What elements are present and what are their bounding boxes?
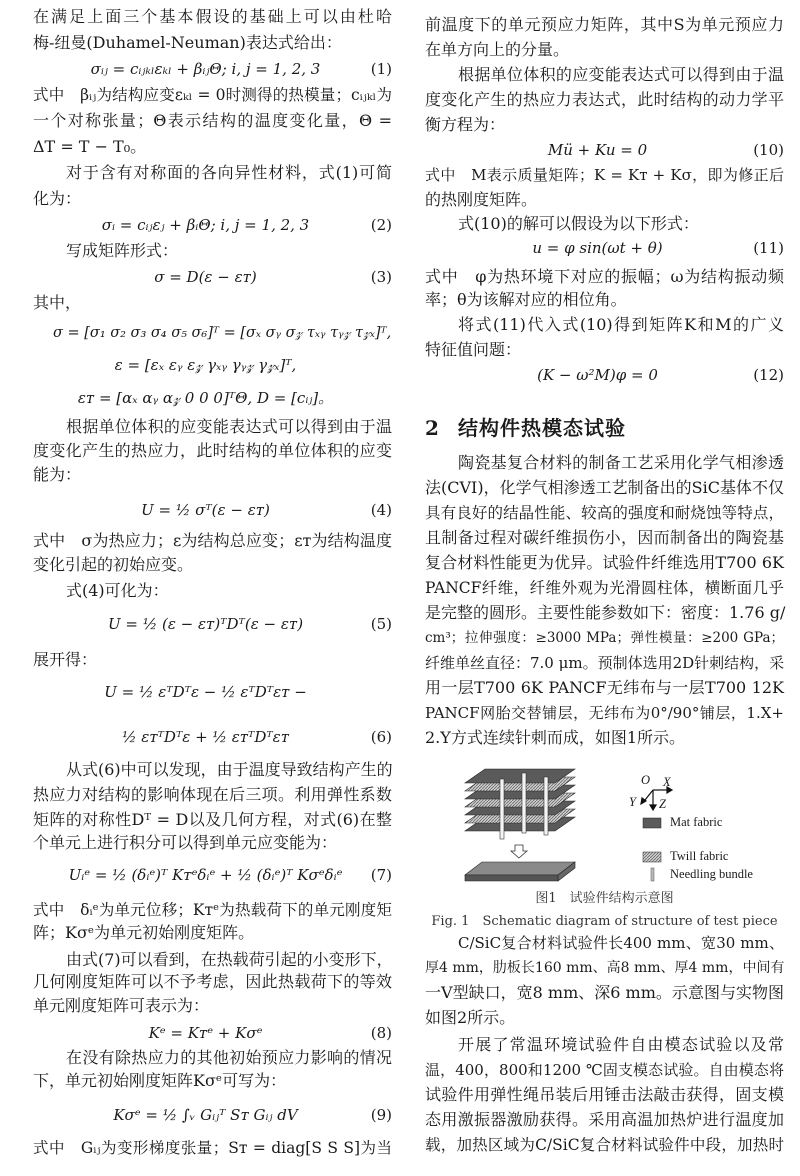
text-line: 温，400，800和1200 ℃固支模态试验。自由模态将 — [425, 1061, 784, 1079]
text-line: 下，单元初始刚度矩阵Kσᵉ可写为： — [33, 1071, 287, 1090]
equation-body: Kᵉ = Kᴛᵉ + Kσᵉ — [148, 1024, 263, 1042]
equation — [425, 236, 784, 260]
text-line: 式中 M表示质量矩阵；K = Kᴛ + Kσ，即为修正后 — [425, 166, 784, 184]
text-line: 如图2所示。 — [425, 1008, 516, 1027]
equation-body: σ = D(ε − εᴛ) — [154, 268, 257, 286]
equation — [33, 1021, 392, 1045]
equation — [33, 213, 392, 237]
text-line: 根据单位体积的应变能表达式可以得到由于温 — [66, 417, 392, 436]
text-line: 陶瓷基复合材料的制备工艺采用化学气相渗透 — [458, 453, 784, 472]
axes-icon — [641, 787, 672, 810]
equation — [33, 321, 392, 345]
text-line: 具有良好的结晶性能、较高的强度和耐烧蚀等特点， — [425, 504, 784, 522]
text-line: 开展了常温环境试验件自由模态试验以及常 — [458, 1035, 784, 1054]
equation — [33, 1103, 392, 1127]
equation-body: Kσᵉ = ½ ∫ᵥ Gᵢⱼᵀ Sᴛ Gᵢⱼ dV — [113, 1106, 298, 1124]
text-line: C/SiC复合材料试验件长400 mm、宽30 mm、 — [458, 934, 784, 952]
text-line: 式中 σ为热应力；ε为结构总应变；εᴛ为结构温度 — [33, 531, 392, 550]
equation-body: ε = [εₓ εᵧ ε𝓏 γₓᵧ γᵧ𝓏 γ𝓏ₓ]ᵀ, — [114, 356, 297, 374]
equation — [33, 386, 392, 410]
text-line: 度变化产生的热应力表达式，此时结构的动力学平 — [425, 90, 784, 109]
text-line: 几何刚度矩阵可以不予考虑，因此热载荷下的等效 — [33, 972, 392, 991]
text-line: 对于含有对称面的各向异性材料，式(1)可简 — [66, 163, 392, 182]
text-line: ΔT = T − T₀。 — [33, 137, 147, 156]
text-line: 厚4 mm，肋板长160 mm、高8 mm、厚4 mm，中间有 — [425, 960, 785, 976]
text-line: 式(10)的解可以假设为以下形式： — [458, 214, 699, 233]
needling-bundle-swatch — [651, 868, 654, 881]
equation-number: (9) — [370, 1106, 392, 1124]
text-line: 在没有除热应力的其他初始预应力影响的情况 — [66, 1048, 392, 1067]
text-line: PANCF网胎交替铺层，无纬布为0°/90°铺层，1.X+ — [425, 704, 784, 722]
equation — [33, 353, 392, 377]
equation-body: σ = [σ₁ σ₂ σ₃ σ₄ σ₅ σ₆]ᵀ = [σₓ σᵧ σ𝓏 τₓᵧ τᵧ𝓏 τ𝓏ₓ]ᵀ, — [53, 325, 392, 341]
equation-number: (11) — [753, 239, 784, 257]
text-line: 其中， — [33, 293, 82, 312]
text-line: 一个对称张量；Θ表示结构的温度变化量，Θ = — [33, 111, 392, 130]
text-line: 衡方程为： — [425, 115, 506, 134]
text-line: 热应力对结构的影响体现在后三项。利用弹性系数 — [33, 785, 392, 804]
equation-body: u = φ sin(ωt + θ) — [532, 239, 663, 257]
text-line: PANCF纤维，纤维外观为光滑圆柱体，横断面几乎 — [425, 579, 784, 597]
axis-label-x: X — [663, 775, 671, 789]
equation-number: (1) — [370, 60, 392, 78]
equation — [33, 57, 392, 81]
text-line: 式中 δᵢᵉ为单元位移；Kᴛᵉ为热载荷下的单元刚度矩 — [33, 901, 392, 919]
equation — [33, 265, 392, 289]
equation — [33, 612, 392, 636]
text-line: 式中 φ为热环境下对应的振幅；ω为结构振动频 — [425, 267, 784, 286]
section-number: 2 — [425, 416, 440, 440]
down-arrow-icon — [511, 845, 527, 858]
legend-twill-fabric: Twill fabric — [670, 849, 729, 863]
equation-body: σᵢ = cᵢⱼεⱼ + βᵢΘ; i, j = 1, 2, 3 — [101, 216, 310, 234]
equation — [425, 363, 784, 387]
equation-number: (10) — [753, 141, 784, 159]
text-line: 梅-纽曼(Duhamel-Neuman)表达式给出： — [33, 33, 342, 52]
equation — [33, 725, 392, 749]
axis-label-y: Y — [629, 795, 636, 809]
section-heading — [425, 413, 784, 443]
text-line: 且制备过程对碳纤维损伤小，因而制备出的陶瓷基 — [425, 528, 784, 547]
equation — [33, 863, 392, 887]
equation-body: U = ½ (ε − εᴛ)ᵀDᵀ(ε − εᴛ) — [107, 615, 304, 633]
plate — [465, 862, 575, 881]
equation-body: εᴛ = [αₓ αᵧ α𝓏 0 0 0]ᵀΘ, D = [cᵢⱼ]。 — [77, 389, 334, 407]
section-title: 结构件热模态试验 — [458, 416, 626, 440]
text-line: 前温度下的单元预应力矩阵，其中S为单元预应力 — [425, 15, 784, 34]
text-line: 态用激振器激励获得。采用高温加热炉进行温度加 — [425, 1110, 784, 1129]
text-line: 式中 Gᵢⱼ为变形梯度张量；Sᴛ = diag[S S S]为当 — [33, 1139, 392, 1157]
text-line: 在满足上面三个基本假设的基础上可以由杜哈 — [33, 7, 392, 26]
text-line: 一V型缺口，宽8 mm、深6 mm。示意图与实物图 — [425, 983, 784, 1002]
equation — [33, 498, 392, 522]
legend-mat-fabric: Mat fabric — [670, 815, 723, 829]
equation-body: U = ½ σᵀ(ε − εᴛ) — [141, 501, 270, 519]
layer-stack — [465, 769, 575, 831]
equation-number: (5) — [370, 615, 392, 633]
left-column — [33, 0, 392, 1176]
text-line: 复合材料性能更为优异。试验件纤维选用T700 6K — [425, 553, 784, 572]
axis-label-o: O — [641, 773, 651, 787]
text-line: 法(CVI)，化学气相渗透工艺制备出的SiC基体不仅 — [425, 478, 784, 497]
equation-number: (12) — [753, 366, 784, 384]
text-line: 能为： — [33, 465, 82, 484]
text-line: 矩阵的对称性Dᵀ = D以及几何方程，对式(6)在整 — [33, 810, 392, 829]
equation-body: σᵢⱼ = cᵢⱼₖₗεₖₗ + βᵢⱼΘ; i, j = 1, 2, 3 — [90, 60, 321, 78]
equation-body: (K − ω²M)φ = 0 — [537, 366, 658, 384]
equation-number: (6) — [370, 728, 392, 746]
text-line: 写成矩阵形式： — [66, 241, 179, 260]
equation-number: (7) — [370, 866, 392, 884]
equation-body: Mü + Ku = 0 — [547, 141, 648, 159]
figure-1 — [425, 765, 784, 935]
text-line: 用一层T700 6K PANCF无纬布与一层T700 12K — [425, 678, 784, 697]
axis-label-z: Z — [659, 797, 666, 811]
equation-number: (2) — [370, 216, 392, 234]
text-line: 的热刚度矩阵。 — [425, 190, 538, 209]
equation-body: ½ εᴛᵀDᵀε + ½ εᴛᵀDᵀεᴛ — [121, 728, 290, 746]
text-line: 度变化产生的热应力，此时结构的单位体积的应变 — [33, 441, 392, 460]
equation — [425, 138, 784, 162]
text-line: 在单方向上的分量。 — [425, 40, 570, 59]
figure-caption-cn: 图1 试验件结构示意图 — [535, 891, 674, 906]
equation-number: (8) — [370, 1024, 392, 1042]
text-line: 率；θ为该解对应的相位角。 — [425, 290, 627, 309]
text-line: cm³；拉伸强度：≥3000 MPa；弹性模量：≥200 GPa； — [425, 630, 784, 646]
equation-body: Uᵢᵉ = ½ (δᵢᵉ)ᵀ Kᴛᵉδᵢᵉ + ½ (δᵢᵉ)ᵀ Kσᵉδᵢᵉ — [68, 866, 343, 884]
right-column — [425, 0, 784, 1176]
text-line: 单元刚度矩阵可表示为： — [33, 996, 210, 1015]
text-line: 式(4)可化为： — [66, 581, 169, 600]
text-line: 试验件用弹性绳吊装后用锤击法敲击获得，固支模 — [425, 1085, 784, 1104]
equation-body: U = ½ εᵀDᵀε − ½ εᵀDᵀεᴛ − — [104, 683, 307, 701]
text-line: 展开得： — [33, 650, 98, 669]
equation — [33, 680, 392, 704]
text-line: 是完整的圆形。主要性能参数如下：密度：1.76 g/ — [425, 603, 786, 622]
legend-needling-bundle: Needling bundle — [670, 867, 753, 881]
text-line: 式中 βᵢⱼ为结构应变εₖₗ = 0时测得的热模量；cᵢⱼₖₗ为 — [33, 86, 392, 104]
text-line: 纤维单丝直径：7.0 μm。预制体选用2D针刺结构，采 — [425, 654, 785, 672]
twill-fabric-swatch — [643, 852, 661, 862]
text-line: 将式(11)代入式(10)得到矩阵K和M的广义 — [458, 315, 784, 334]
equation-number: (3) — [370, 268, 392, 286]
mat-fabric-swatch — [643, 818, 661, 828]
figure-caption-en: Fig. 1 Schematic diagram of structure of test piece — [431, 914, 778, 929]
text-line: 根据单位体积的应变能表达式可以得到由于温 — [458, 65, 784, 84]
text-line: 由式(7)可以看到，在热载荷引起的小变形下， — [66, 950, 393, 969]
text-line: 载，加热区域为C/SiC复合材料试验件中段，加热时 — [425, 1136, 784, 1154]
text-line: 阵；Kσᵉ为单元初始刚度矩阵。 — [33, 923, 255, 942]
text-line: 变化引起的初始应变。 — [33, 555, 194, 574]
text-line: 化为： — [33, 189, 82, 208]
text-line: 从式(6)中可以发现，由于温度导致结构产生的 — [66, 760, 393, 779]
equation-number: (4) — [370, 501, 392, 519]
text-line: 个单元上进行积分可以得到单元应变能为： — [33, 833, 338, 852]
text-line: 2.Y方式连续针刺而成，如图1所示。 — [425, 728, 686, 747]
text-line: 特征值问题： — [425, 340, 522, 359]
